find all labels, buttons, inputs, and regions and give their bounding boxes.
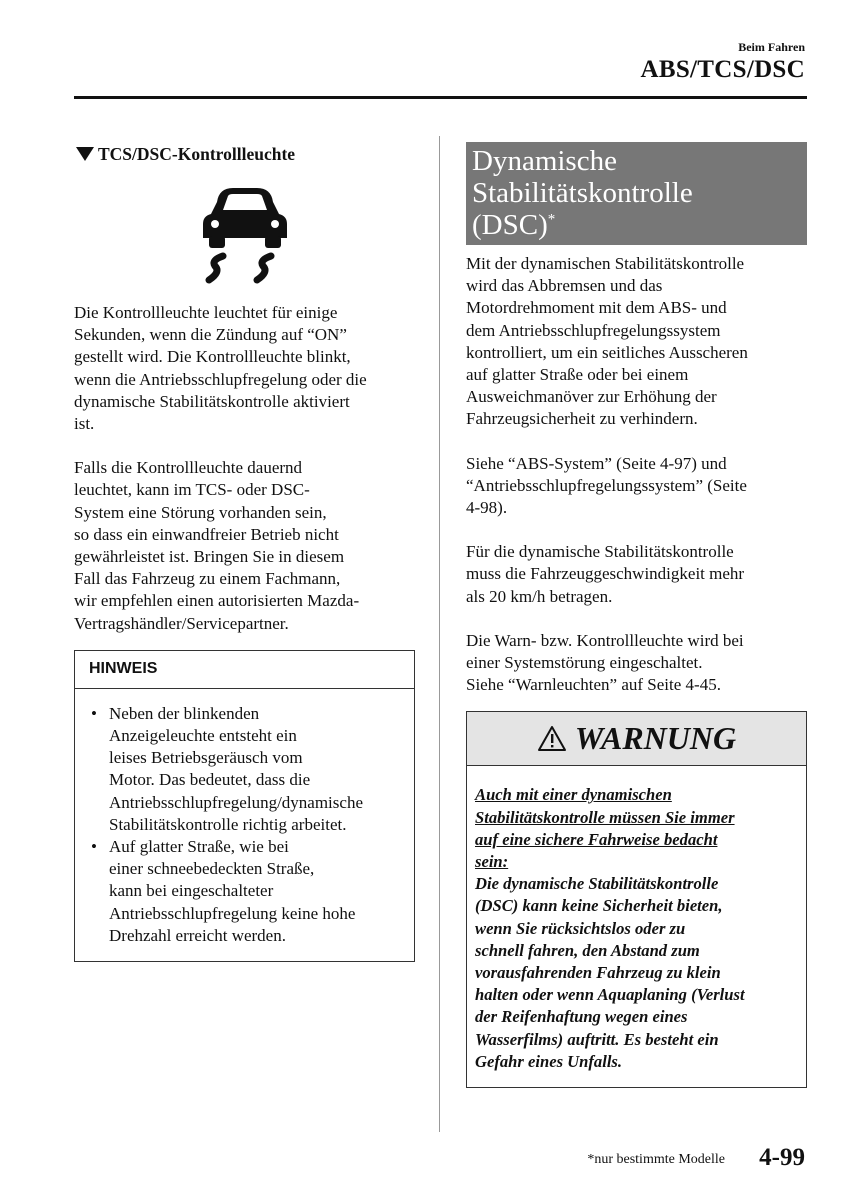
- text-line: einer Systemstörung eingeschaltet.: [466, 653, 703, 673]
- footnote: *nur bestimmte Modelle: [587, 1152, 725, 1167]
- text-line: wenn die Antriebsschlupfregelung oder die: [74, 369, 367, 389]
- paragraph-references: [466, 453, 807, 520]
- text-line: Für die dynamische Stabilitätskontrolle: [466, 542, 734, 562]
- header-rule: [74, 96, 807, 99]
- section-title-line: Dynamische: [472, 145, 617, 177]
- text-line: Mit der dynamischen Stabilitätskontrolle: [466, 254, 745, 273]
- text-line: wird das Abbremsen und das: [466, 276, 663, 296]
- section-title-line: Stabilitätskontrolle: [472, 177, 693, 209]
- text-line: leuchtet, kann im TCS- oder DSC-: [74, 480, 310, 500]
- text-line: Fall das Fahrzeug zu einem Fachmann,: [74, 569, 341, 589]
- text-line: so dass ein einwandfreier Betrieb nicht: [74, 524, 339, 544]
- text-line: muss die Fahrzeuggeschwindigkeit mehr: [466, 564, 745, 584]
- note-bullet: [91, 703, 400, 836]
- warning-box: [466, 711, 807, 1088]
- text-line: halten oder wenn Aquaplaning (Verlust: [475, 985, 745, 1005]
- warning-header: [467, 712, 806, 766]
- text-line: Drehzahl erreicht werden.: [109, 925, 286, 945]
- warning-title: WARNUNG: [574, 720, 737, 757]
- text-line: wir empfehlen einen autorisierten Mazda-: [74, 591, 360, 611]
- text-line: Wasserfilms) auftritt. Es besteht ein: [475, 1029, 719, 1049]
- right-column: [466, 142, 807, 1088]
- page-title: ABS/TCS/DSC: [640, 56, 805, 83]
- warning-triangle-icon: [537, 725, 567, 752]
- paragraph-malfunction: [74, 457, 416, 635]
- note-body: [75, 689, 414, 961]
- note-box: [74, 650, 415, 962]
- text-line: ist.: [74, 414, 95, 434]
- text-line: 4-98).: [466, 498, 508, 518]
- column-divider: [439, 136, 440, 1132]
- text-line: Motordrehmoment mit dem ABS- und: [466, 298, 727, 318]
- subheading-text: TCS/DSC-Kontrollleuchte: [98, 143, 296, 164]
- text-line: Stabilitätskontrolle richtig arbeitet.: [109, 814, 347, 834]
- text-line: Vertragshändler/Servicepartner.: [74, 613, 289, 633]
- note-bullet: [91, 836, 400, 947]
- section-title-box: [466, 142, 807, 245]
- warning-body: [467, 766, 806, 1087]
- paragraph-speed: [466, 541, 807, 608]
- text-line: kann bei eingeschalteter: [109, 881, 274, 901]
- text-line: auf eine sichere Fahrweise bedacht: [475, 829, 718, 849]
- bullet-dot-icon: •: [91, 837, 97, 857]
- text-line: der Reifenhaftung wegen eines: [475, 1007, 688, 1027]
- text-line: Siehe “Warnleuchten” auf Seite 4-45.: [466, 675, 721, 695]
- text-line: gestellt wird. Die Kontrollleuchte blinkt,: [74, 347, 351, 367]
- text-line: Auch mit einer dynamischen: [475, 785, 672, 805]
- text-line: Stabilitätskontrolle müssen Sie immer: [475, 807, 735, 827]
- text-line: als 20 km/h betragen.: [466, 586, 613, 606]
- text-line: Antriebsschlupfregelung/dynamische: [109, 792, 363, 812]
- text-line: “Antriebsschlupfregelungssystem” (Seite: [466, 475, 747, 495]
- text-line: leises Betriebsgeräusch vom: [109, 748, 303, 768]
- text-line: Anzeigeleuchte entsteht ein: [109, 726, 297, 746]
- paragraph-warning-light: [466, 630, 807, 697]
- text-line: dem Antriebsschlupfregelungssystem: [466, 320, 721, 340]
- text-line: Sekunden, wenn die Zündung auf “ON”: [74, 325, 347, 345]
- text-line: Auf glatter Straße, wie bei: [109, 837, 289, 857]
- bullet-dot-icon: •: [91, 703, 97, 723]
- text-line: gewährleistet ist. Bringen Sie in diesem: [74, 547, 345, 567]
- footnote-marker: *: [547, 211, 556, 228]
- text-line: Ausweichmanöver zur Erhöhung der: [466, 387, 717, 407]
- text-line: vorausfahrenden Fahrzeug zu klein: [475, 963, 721, 983]
- tcs-dsc-indicator: [74, 184, 416, 294]
- text-line: System eine Störung vorhanden sein,: [74, 502, 327, 522]
- text-line: dynamische Stabilitätskontrolle aktiviert: [74, 391, 350, 411]
- text-line: sein:: [475, 852, 509, 872]
- text-line: Fahrzeugsicherheit zu verhindern.: [466, 409, 698, 429]
- left-column: [74, 140, 416, 962]
- text-line: einer schneebedeckten Straße,: [109, 859, 315, 879]
- text-line: auf glatter Straße oder bei einem: [466, 365, 689, 385]
- paragraph-indicator: [74, 302, 416, 435]
- paragraph-dsc-function: [466, 253, 807, 431]
- text-line: Die dynamische Stabilitätskontrolle: [475, 874, 719, 894]
- text-line: wenn Sie rücksichtslos oder zu: [475, 918, 686, 938]
- tcs-dsc-skid-car-icon: [195, 184, 295, 294]
- text-line: Falls die Kontrollleuchte dauernd: [74, 458, 303, 478]
- section-label: Beim Fahren: [738, 40, 805, 54]
- text-line: Neben der blinkenden: [109, 703, 260, 723]
- text-line: schnell fahren, den Abstand zum: [475, 940, 700, 960]
- triangle-marker-icon: [76, 147, 94, 161]
- text-line: Antriebsschlupfregelung keine hohe: [109, 903, 356, 923]
- note-title: HINWEIS: [75, 651, 414, 689]
- text-line: (DSC) kann keine Sicherheit bieten,: [475, 896, 723, 916]
- text-line: Die Warn- bzw. Kontrollleuchte wird bei: [466, 630, 744, 650]
- section-title-line: (DSC)*: [472, 209, 556, 241]
- text-line: Gefahr eines Unfalls.: [475, 1051, 623, 1071]
- subheading: [74, 140, 416, 168]
- text-line: Die Kontrollleuchte leuchtet für einige: [74, 303, 338, 322]
- text-line: Siehe “ABS-System” (Seite 4-97) und: [466, 453, 727, 473]
- text-line: Motor. Das bedeutet, dass die: [109, 770, 311, 790]
- text-line: kontrolliert, um ein seitliches Ausscheren: [466, 342, 748, 362]
- page-number: 4-99: [759, 1144, 805, 1171]
